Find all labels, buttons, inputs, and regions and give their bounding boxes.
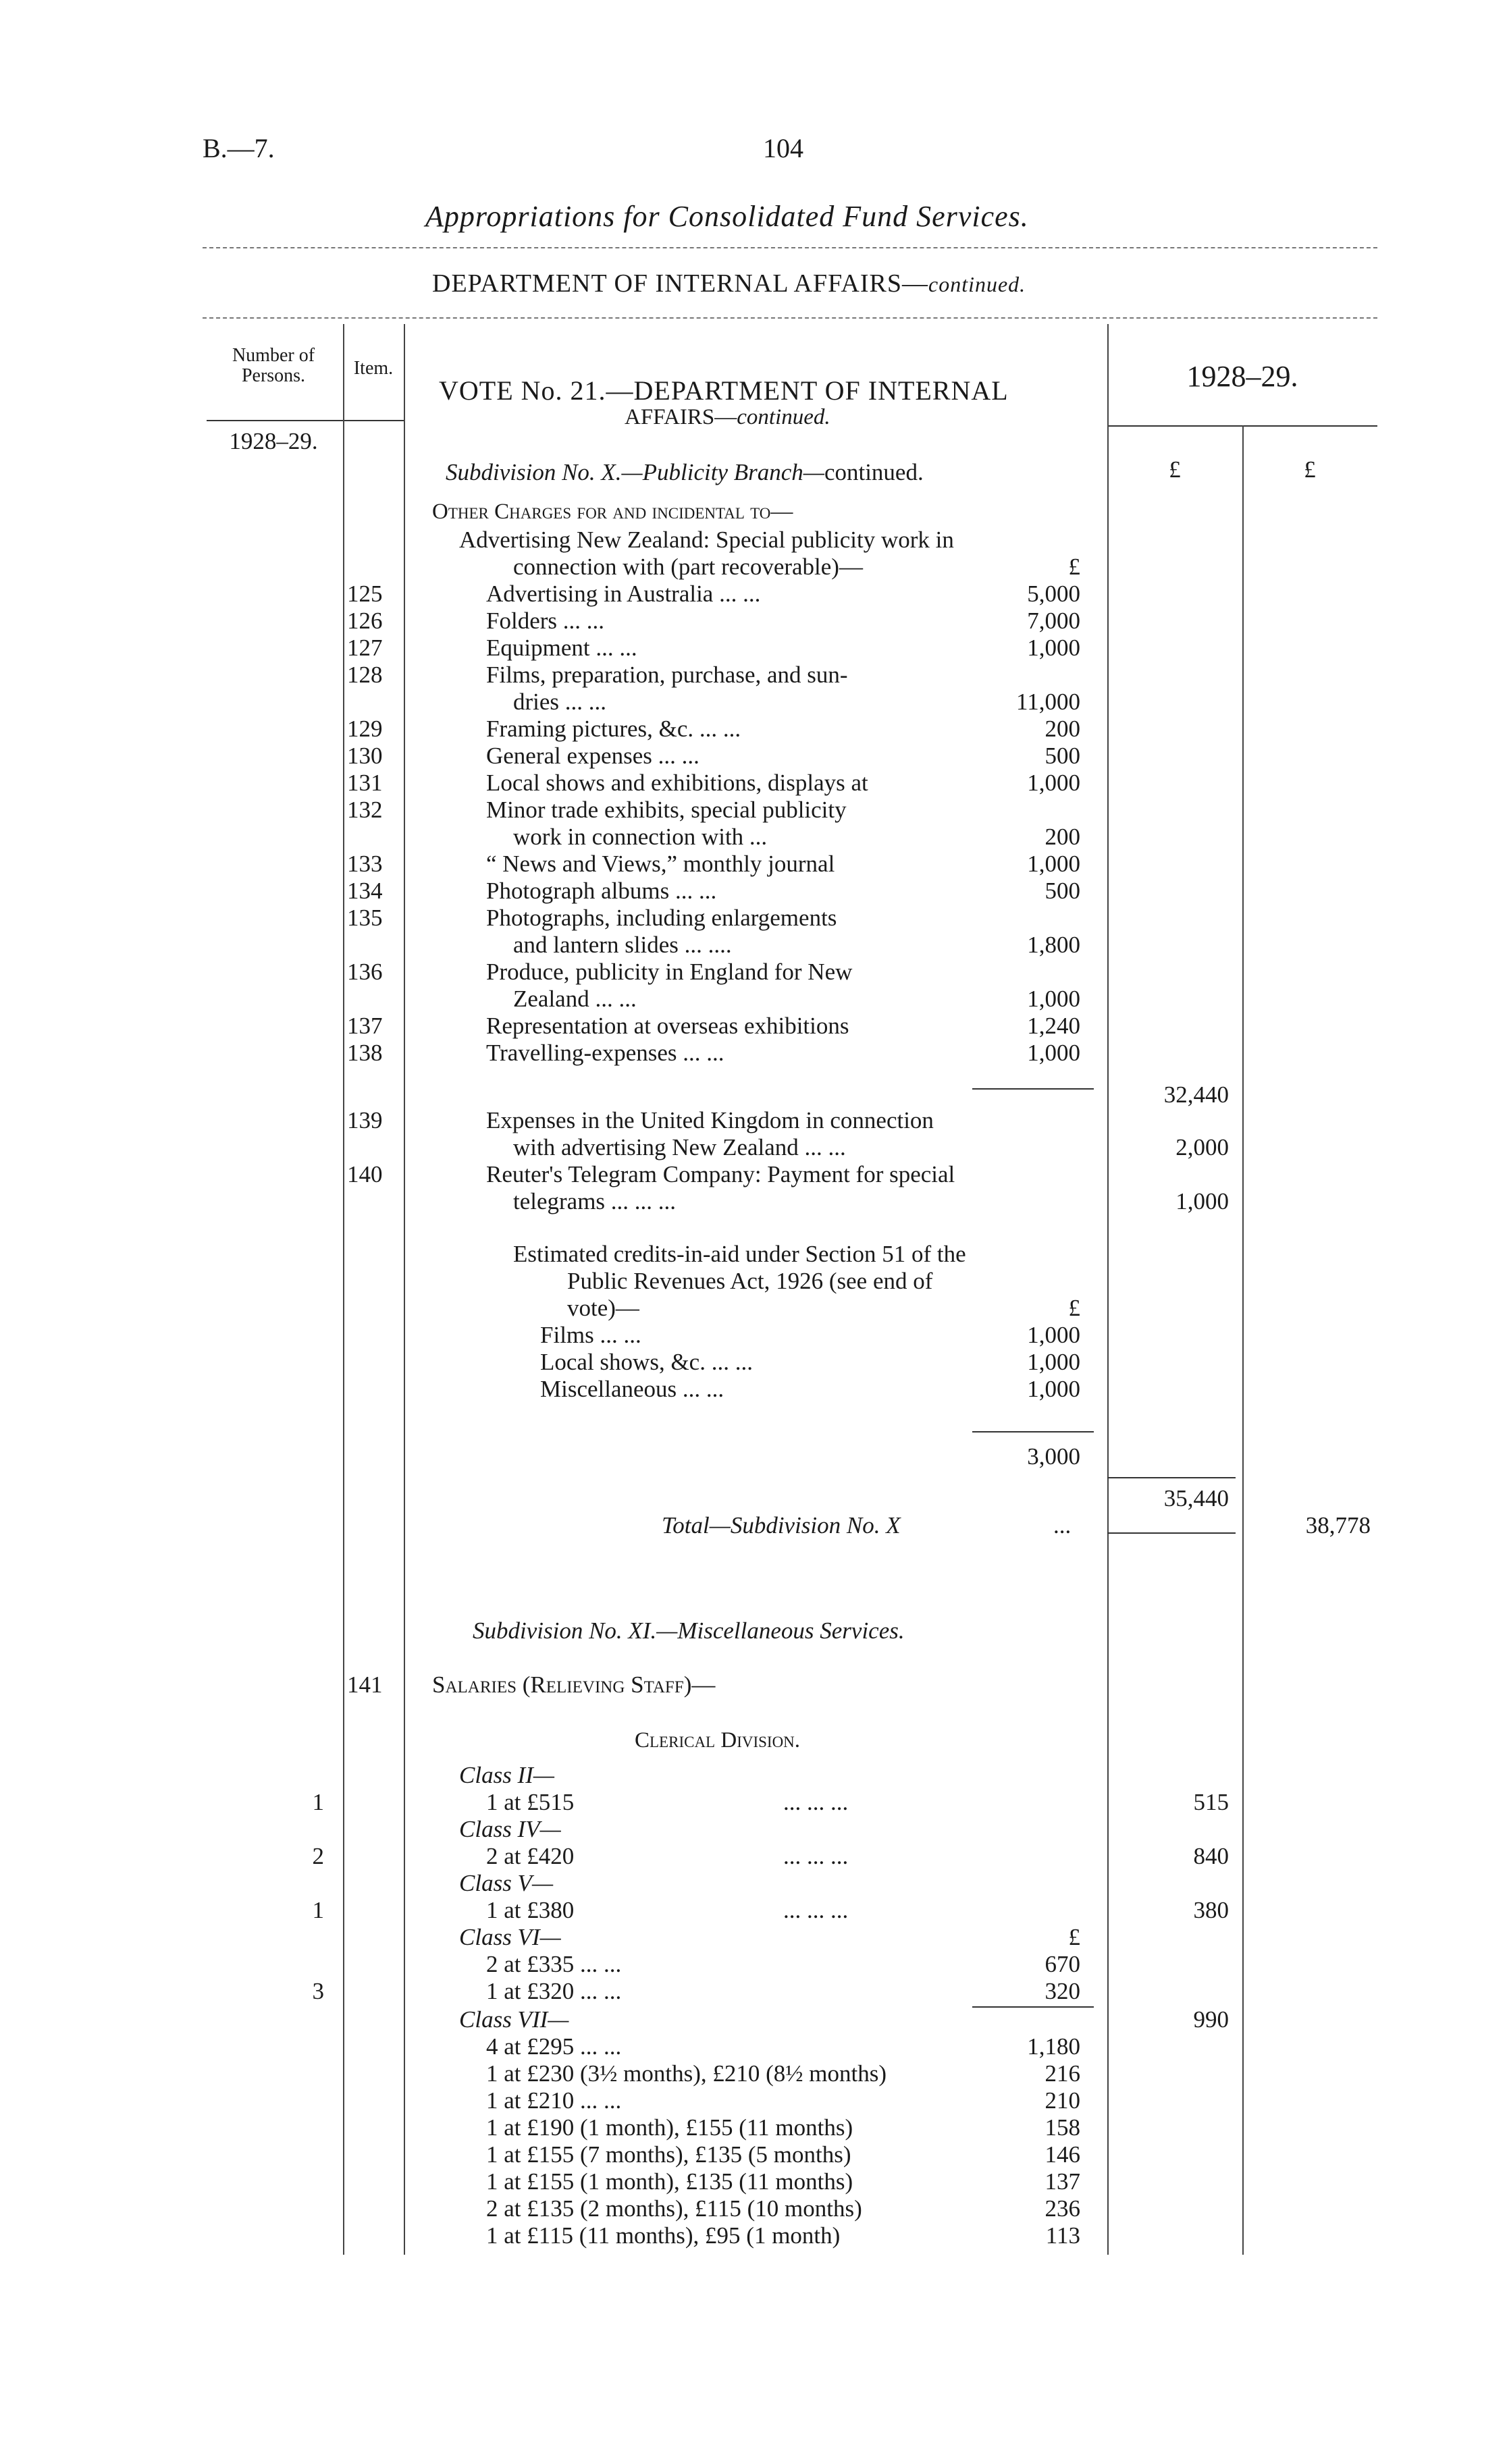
item-description: work in connection with ... (513, 824, 768, 850)
page-reference: B.—7. (203, 133, 275, 163)
item-140-amount: 1,000 (1175, 1188, 1229, 1214)
item-description: Minor trade exhibits, special publicity (486, 797, 847, 823)
item-description: Produce, publicity in England for New (486, 959, 853, 985)
class-vii-row-line: 1 at £230 (3½ months), £210 (8½ months) (486, 2060, 887, 2087)
class-vii-row-amount: 210 (1045, 2087, 1080, 2114)
class-iv-dots: ... ... ... (783, 1843, 849, 1869)
class-v-dots: ... ... ... (783, 1897, 849, 1923)
item-description: “ News and Views,” monthly journal (486, 851, 835, 877)
item-description: and lantern slides ... .... (513, 932, 732, 958)
item-number-140: 140 (347, 1161, 383, 1187)
item-number: 133 (347, 851, 383, 877)
class-iv-persons: 2 (312, 1843, 324, 1869)
item-amount: 1,000 (1027, 986, 1080, 1012)
item-140-line1: Reuter's Telegram Company: Payment for special (486, 1161, 955, 1187)
class-ii-dots: ... ... ... (783, 1789, 849, 1815)
item-amount: 500 (1045, 743, 1080, 769)
clerical-division-heading: Clerical Division. (635, 1728, 801, 1752)
advertising-pound-sign: £ (1068, 554, 1080, 580)
item-number: 134 (347, 878, 383, 904)
advertising-sum-rule (972, 1088, 1094, 1090)
item-number: 127 (347, 635, 383, 661)
class-vii-label: Class VII— (459, 2006, 569, 2033)
item-description: Local shows and exhibitions, displays at (486, 770, 868, 796)
item-description: Equipment ... ... (486, 635, 637, 661)
credits-sum-rule (972, 1431, 1094, 1432)
department-heading: DEPARTMENT OF INTERNAL AFFAIRS—continued. (432, 269, 1026, 298)
item-description: dries ... ... (513, 689, 607, 715)
item-number: 128 (347, 662, 383, 688)
class-iv-amount: 840 (1193, 1843, 1229, 1869)
item-amount: 200 (1045, 716, 1080, 742)
other-charges-heading: Other Charges for and incidental to— (432, 500, 793, 524)
item-139-line2: with advertising New Zealand ... ... (513, 1134, 846, 1160)
department-rule (203, 317, 1377, 319)
item-amount: 1,800 (1027, 932, 1080, 958)
item-number-141: 141 (347, 1671, 383, 1698)
subdivision-x-heading: Subdivision No. X.—Publicity Branch—continued. (446, 459, 924, 485)
item-amount: 1,000 (1027, 1040, 1080, 1066)
class-vii-row-line: 1 at £155 (1 month), £135 (11 months) (486, 2168, 853, 2195)
class-vii-row-amount: 113 (1045, 2222, 1080, 2249)
item-amount: 200 (1045, 824, 1080, 850)
class-vii-row-line: 1 at £210 ... ... (486, 2087, 622, 2114)
number-of-persons-heading: Number of Persons. (232, 345, 315, 386)
class-iv-label: Class IV— (459, 1816, 561, 1842)
amount-year-divider (1242, 425, 1244, 2255)
credit-label: Local shows, &c. ... ... (540, 1349, 753, 1375)
item-number: 126 (347, 608, 383, 634)
credit-amount: 1,000 (1027, 1376, 1080, 1402)
class-vi-label: Class VI— (459, 1924, 561, 1950)
currency-col-a: £ (1169, 456, 1181, 483)
item-heading: Item. (353, 358, 394, 379)
item-number: 135 (347, 905, 383, 931)
class-ii-persons: 1 (312, 1789, 324, 1815)
class-vi-row-line: 2 at £335 ... ... (486, 1951, 622, 1977)
item-number: 130 (347, 743, 383, 769)
item-amount: 500 (1045, 878, 1080, 904)
class-vi-persons: 3 (312, 1978, 324, 2004)
page-number: 104 (763, 133, 803, 163)
item-140-line2: telegrams ... ... ... (513, 1188, 677, 1214)
vote-total: 35,440 (1163, 1485, 1229, 1511)
credits-line2: Public Revenues Act, 1926 (see end of (567, 1268, 933, 1294)
item-description: Travelling-expenses ... ... (486, 1040, 724, 1066)
credit-amount: 1,000 (1027, 1322, 1080, 1348)
class-iv-line: 2 at £420 (486, 1843, 575, 1869)
item-description: Representation at overseas exhibitions (486, 1013, 849, 1039)
item-amount: 1,000 (1027, 635, 1080, 661)
subdivision-x-total-dots: ... (1053, 1512, 1072, 1538)
item-head-rule (344, 420, 405, 421)
item-number: 129 (347, 716, 383, 742)
advertising-line1: Advertising New Zealand: Special publicity work in (459, 527, 954, 553)
item-description: Folders ... ... (486, 608, 604, 634)
credits-total: 3,000 (1027, 1443, 1080, 1470)
item-amount: 11,000 (1016, 689, 1080, 715)
subdivision-xi-heading: Subdivision No. XI.—Miscellaneous Services. (473, 1617, 905, 1644)
item-description: Framing pictures, &c. ... ... (486, 716, 741, 742)
class-v-line: 1 at £380 (486, 1897, 575, 1923)
item-number: 138 (347, 1040, 383, 1066)
class-vi-row-amount: 320 (1045, 1978, 1080, 2004)
salaries-heading: Salaries (Relieving Staff)— (432, 1671, 716, 1698)
class-vii-row-amount: 1,180 (1027, 2033, 1080, 2060)
item-description: General expenses ... ... (486, 743, 699, 769)
item-139-amount: 2,000 (1175, 1134, 1229, 1160)
vote-total-rule (1107, 1477, 1236, 1478)
item-description: Photograph albums ... ... (486, 878, 717, 904)
class-vii-row-amount: 216 (1045, 2060, 1080, 2087)
vote-title-line2: AFFAIRS—continued. (625, 405, 830, 429)
class-ii-amount: 515 (1193, 1789, 1229, 1815)
class-vi-sum-rule (972, 2006, 1094, 2008)
credits-pound-sign: £ (1068, 1295, 1080, 1321)
subdivision-x-total-label: Total—Subdivision No. X (662, 1512, 901, 1538)
item-number: 136 (347, 959, 383, 985)
subdivision-x-total-year: 38,778 (1305, 1512, 1371, 1538)
class-vii-row-line: 2 at £135 (2 months), £115 (10 months) (486, 2195, 862, 2222)
credit-amount: 1,000 (1027, 1349, 1080, 1375)
subdivision-x-total-rule (1107, 1532, 1236, 1534)
credits-line3: vote)— (567, 1295, 639, 1321)
credit-label: Miscellaneous ... ... (540, 1376, 724, 1402)
text-amount-divider (1107, 324, 1109, 2255)
class-vii-row-line: 1 at £190 (1 month), £155 (11 months) (486, 2114, 853, 2141)
item-amount: 5,000 (1027, 581, 1080, 607)
year-heading: 1928–29. (1186, 360, 1298, 393)
credits-line1: Estimated credits-in-aid under Section 51 of the (513, 1241, 966, 1267)
class-vii-row-amount: 146 (1045, 2141, 1080, 2168)
title-rule (203, 247, 1377, 248)
class-vi-pound-sign: £ (1068, 1924, 1080, 1950)
item-amount: 1,240 (1027, 1013, 1080, 1039)
advertising-line2: connection with (part recoverable)— (513, 554, 863, 580)
item-number: 132 (347, 797, 383, 823)
item-139-line1: Expenses in the United Kingdom in connection (486, 1107, 934, 1133)
class-vii-row-amount: 158 (1045, 2114, 1080, 2141)
class-v-amount: 380 (1193, 1897, 1229, 1923)
page-title: Appropriations for Consolidated Fund Services. (425, 200, 1029, 233)
advertising-total: 32,440 (1163, 1081, 1229, 1108)
class-v-persons: 1 (312, 1897, 324, 1923)
class-vii-row-line: 1 at £115 (11 months), £95 (1 month) (486, 2222, 841, 2249)
item-number: 131 (347, 770, 383, 796)
class-vi-row-amount: 670 (1045, 1951, 1080, 1977)
persons-head-rule (207, 420, 346, 421)
class-vi-row-line: 1 at £320 ... ... (486, 1978, 622, 2004)
vote-title-line1: VOTE No. 21.—DEPARTMENT OF INTERNAL (439, 375, 1009, 406)
item-amount: 1,000 (1027, 851, 1080, 877)
class-vii-row-amount: 236 (1045, 2195, 1080, 2222)
item-number-139: 139 (347, 1107, 383, 1133)
item-description: Films, preparation, purchase, and sun- (486, 662, 848, 688)
item-description: Zealand ... ... (513, 986, 637, 1012)
class-vii-row-line: 4 at £295 ... ... (486, 2033, 622, 2060)
class-v-label: Class V— (459, 1870, 554, 1896)
credit-label: Films ... ... (540, 1322, 641, 1348)
item-amount: 7,000 (1027, 608, 1080, 634)
class-vi-total: 990 (1193, 2006, 1229, 2033)
persons-year: 1928–29. (229, 428, 318, 454)
item-description: Photographs, including enlargements (486, 905, 837, 931)
class-ii-line: 1 at £515 (486, 1789, 575, 1815)
item-number: 137 (347, 1013, 383, 1039)
currency-col-b: £ (1304, 456, 1316, 483)
class-vii-row-line: 1 at £155 (7 months), £135 (5 months) (486, 2141, 851, 2168)
item-description: Advertising in Australia ... ... (486, 581, 761, 607)
item-number: 125 (347, 581, 383, 607)
item-amount: 1,000 (1027, 770, 1080, 796)
class-vii-row-amount: 137 (1045, 2168, 1080, 2195)
class-ii-label: Class II— (459, 1762, 554, 1788)
